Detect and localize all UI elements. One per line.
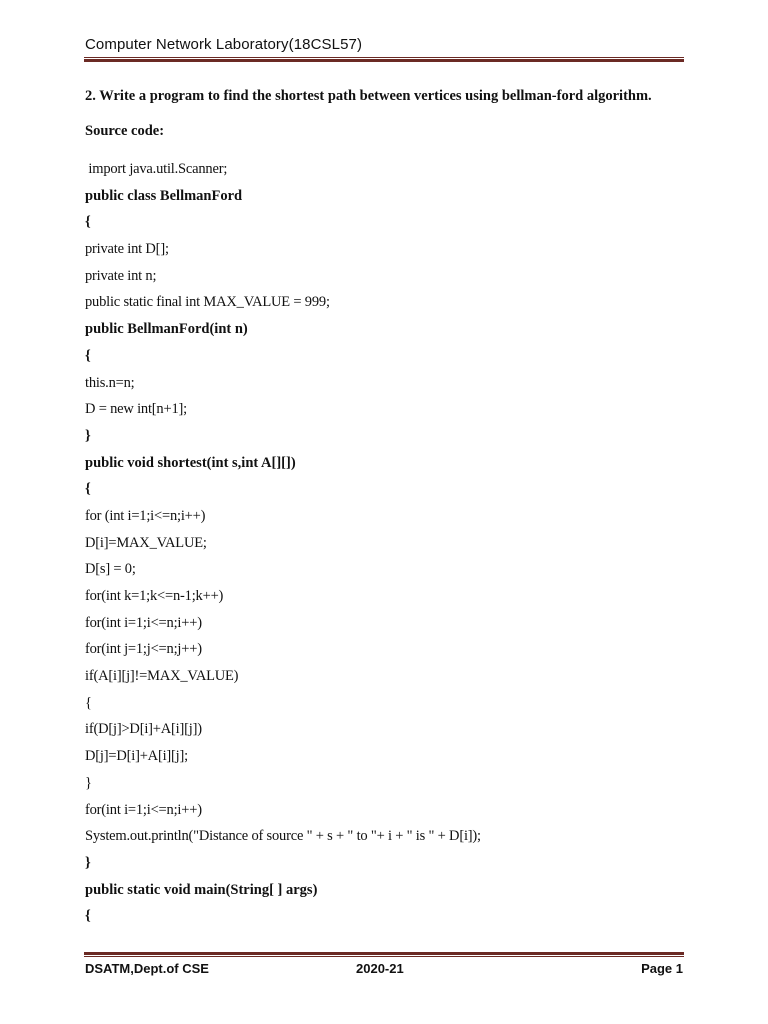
header-divider-thin — [84, 57, 684, 58]
page-header-title: Computer Network Laboratory(18CSL57) — [85, 36, 363, 53]
code-line: D = new int[n+1]; — [85, 401, 187, 418]
code-line: import java.util.Scanner; — [85, 161, 228, 177]
code-line: private int n; — [85, 267, 157, 284]
footer-institution: DSATM,Dept.of CSE — [85, 961, 209, 976]
code-line: for(int i=1;i<=n;i++) — [85, 801, 202, 818]
code-line: for(int k=1;k<=n-1;k++) — [85, 588, 224, 604]
code-line: D[s] = 0; — [85, 561, 136, 578]
code-line: public class BellmanFord — [85, 187, 243, 204]
code-line: public BellmanFord(int n) — [85, 321, 248, 338]
code-line: { — [85, 214, 91, 231]
code-line: if(A[i][j]!=MAX_VALUE) — [85, 668, 239, 685]
code-line: } — [85, 774, 92, 791]
footer-page-number: Page 1 — [641, 961, 683, 976]
footer-divider-thin — [84, 956, 684, 957]
code-line: public static final int MAX_VALUE = 999; — [85, 294, 330, 311]
code-line: for(int j=1;j<=n;j++) — [85, 641, 202, 658]
code-line: } — [85, 427, 91, 444]
code-listing — [85, 156, 685, 930]
code-line: private int D[]; — [85, 241, 169, 258]
code-line: } — [85, 854, 91, 871]
code-line: { — [85, 347, 91, 364]
code-line: public static void main(String[ ] args) — [85, 881, 318, 898]
code-line: D[i]=MAX_VALUE; — [85, 534, 207, 551]
code-line: public void shortest(int s,int A[][]) — [85, 454, 296, 471]
footer-divider-thick — [84, 952, 684, 955]
code-line: if(D[j]>D[i]+A[i][j]) — [85, 721, 202, 738]
code-line: { — [85, 694, 92, 711]
code-line: for(int i=1;i<=n;i++) — [85, 614, 202, 631]
code-line: D[j]=D[i]+A[i][j]; — [85, 748, 188, 765]
question-heading: 2. Write a program to find the shortest path between vertices using bellman-ford algorithm. — [85, 88, 652, 104]
header-divider-thick — [84, 59, 684, 62]
code-line: System.out.println("Distance of source " + s + " to "+ i + " is " + D[i]); — [85, 828, 481, 845]
code-line: { — [85, 481, 91, 498]
source-code-label: Source code: — [85, 123, 165, 139]
code-line: { — [85, 908, 91, 925]
code-line: this.n=n; — [85, 374, 135, 391]
code-line: for (int i=1;i<=n;i++) — [85, 507, 206, 524]
footer-year: 2020-21 — [356, 961, 404, 976]
